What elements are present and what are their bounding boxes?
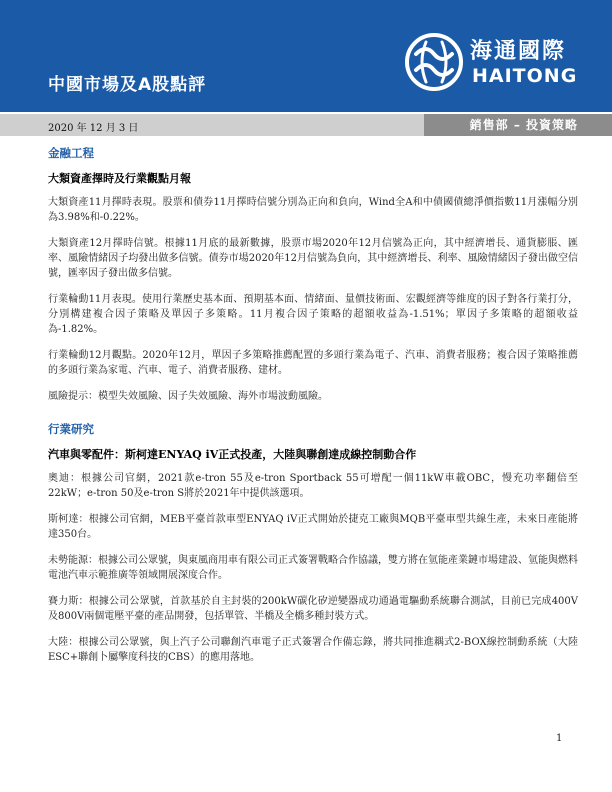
paragraph: 賽力斯：根據公司公眾號，首款基於自主封裝的200kW碳化矽逆變器成功通過電驅動系統聯合測試，目前已完成400V及800V兩個電壓平臺的產品開發，包括單管、半橋及全橋多種封裝方式。: [48, 596, 578, 622]
haitong-logo-icon: [404, 32, 464, 92]
paragraph: 大類資產12月擇時信號。根據11月底的最新數據，股票市場2020年12月信號為正向，其中經濟增長、通貨膨脹、匯率、風險情緒因子均發出做多信號。債券市場2020年12月信號為負向，其中經濟增長、利率、風險情緒因子發出做空信號，匯率因子發出做多信號。: [48, 238, 578, 279]
section-title: 金融工程: [48, 146, 94, 160]
department-label: 銷售部 – 投資策略: [469, 118, 578, 132]
paragraph: 風險提示：模型失效風險、因子失效風險、海外市場波動風險。: [48, 391, 328, 402]
page-header: [0, 0, 612, 112]
paragraph: 行業輪動12月觀點。2020年12月，單因子多策略推薦配置的多頭行業為電子、汽車、消費者服務；複合因子策略推薦的多頭行業為家電、汽車、電子、消費者服務、建材。: [48, 350, 578, 376]
report-date: 2020 年 12 月 3 日: [48, 123, 139, 134]
paragraph: 行業輪動11月表現。使用行業歷史基本面、預期基本面、情緒面、量價技術面、宏觀經濟等維度的因子對各行業打分，分別構建複合因子策略及單因子多策略。11月複合因子策略的超額收益為-1.51%；單因子多策略的超額收益為-1.82%。: [48, 294, 578, 335]
section-financial-engineering: [48, 145, 578, 404]
paragraph: 大陸：根據公司公眾號，與上汽子公司聯創汽車電子正式簽署合作備忘錄，將共同推進耦式2-BOX線控制動系統（大陸ESC+聯創卜屬擎度科技的CBS）的應用落地。: [48, 637, 578, 663]
section-title: 行業研究: [48, 422, 94, 436]
report-body: [48, 145, 578, 676]
paragraph: 奧迪：根據公司官網，2021款e-tron 55及e-tron Sportback 55可增配一個11kW車載OBC，慢充功率翻倍至22kW；e-tron 50及e-tron S將於2021年中提供該選項。: [48, 473, 578, 499]
paragraph: 未勢能源：根據公司公眾號，與東風商用車有限公司正式簽署戰略合作協議，雙方將在氫能產業鏈市場建設、氫能與燃料電池汽車示範推廣等領域開展深度合作。: [48, 555, 578, 581]
logo-english-text: HAITONG: [472, 65, 578, 87]
page-number: 1: [556, 733, 563, 744]
paragraph: 大類資產11月擇時表現。股票和債券11月擇時信號分別為正向和負向，Wind全A和中債國債總淨價指數11月漲幅分別為3.98%和-0.22%。: [48, 197, 578, 223]
haitong-logo: [404, 32, 584, 92]
logo-chinese-text: 海通國際: [470, 39, 567, 64]
paragraph: 斯柯達：根據公司官網，MEB平臺首款車型ENYAQ iV正式開始於捷克工廠與MQB平臺車型共線生產，未來日產能將達350台。: [48, 514, 578, 540]
article-title: 汽車與零配件：斯柯達ENYAQ iV正式投產，大陸與聯創達成線控制動合作: [48, 448, 417, 461]
article-title: 大類資產擇時及行業觀點月報: [48, 172, 191, 185]
date-bar: [0, 114, 612, 136]
report-title: 中國市場及A股點評: [48, 75, 207, 95]
section-industry-research: [48, 421, 578, 665]
